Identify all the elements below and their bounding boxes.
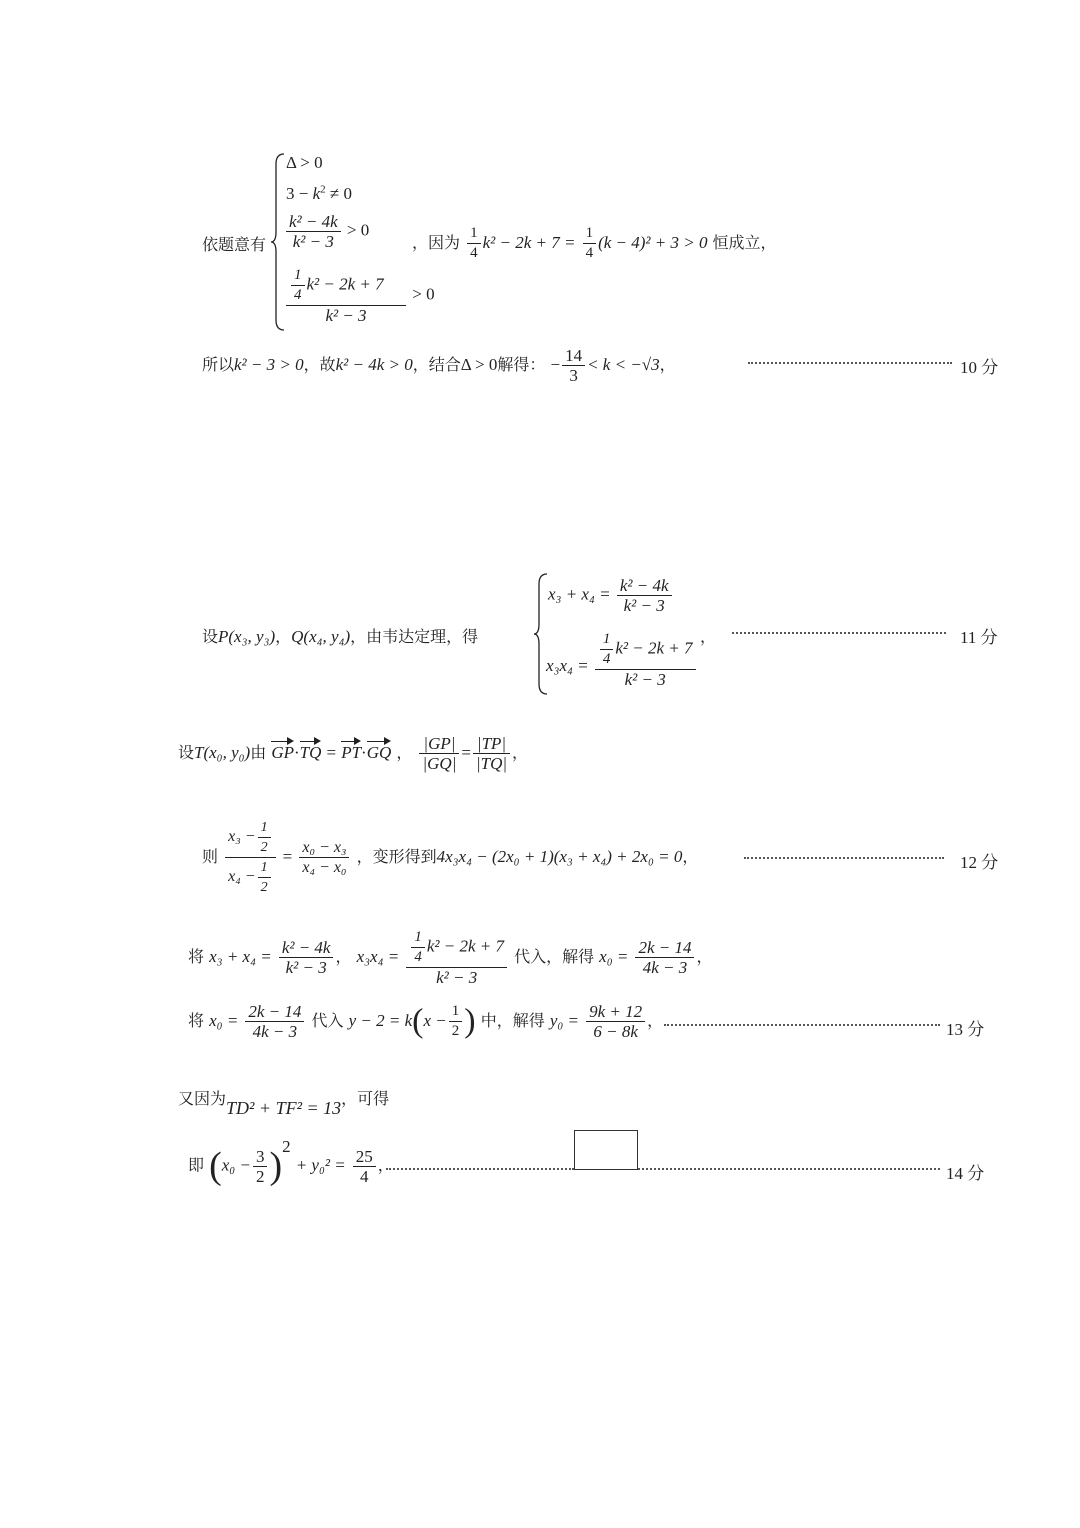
lead-text: 依题意有	[202, 235, 267, 254]
blank-answer-box	[574, 1130, 638, 1170]
vieta-comma: ，	[700, 627, 717, 646]
score-14: 14 分	[946, 1164, 985, 1183]
vieta-lead: 设P(x₃, y₃)，Q(x₄, y₄)，由韦达定理，得	[202, 627, 479, 646]
dotted-leader	[386, 1168, 574, 1170]
circle-line: 即 (x₀ − $\frac{3}{2}$ )$^2$ + y₀² = $\frac{25}{4}$ ，	[188, 1137, 394, 1187]
vieta-product: x₃x₄ = $\frac{1}{4}$ k² − 2k + 7 k² − 3	[546, 630, 698, 689]
score-12: 12 分	[960, 853, 999, 872]
substitute-line-1: 将 x₃ + x₄ = $\frac{\text{k² − 4k}}{\text{k² − 3}}$ ， x₃x₄ = $\frac{1}{4}$ k² − 2k + 7 k² − 3 代入，解得 x₀ = $\frac{2k - 14}{4k - 3}$ ，	[188, 929, 713, 987]
dotted-leader	[744, 857, 944, 859]
score-13: 13 分	[946, 1020, 985, 1039]
also-line: 又因为TD² + TF² = 13，可得	[178, 1089, 390, 1118]
dotted-leader	[664, 1024, 940, 1026]
dotted-leader	[732, 632, 946, 634]
score-11: 11 分	[960, 628, 998, 647]
condition-fraction-2: $\frac{1}{4}$ k² − 2k + 7 k² − 3 > 0	[284, 266, 435, 325]
vieta-sum: x₃ + x₄ = $\frac{\text{k² − 4k}}{\text{k² − 3}}$	[548, 576, 674, 615]
because-clause: ，因为 $\frac{1}{4}$ k² − 2k + 7 = $\frac{1}{4}$ (k − 4)² + 3 > 0 恒成立，	[412, 225, 777, 261]
score-10: 10 分	[960, 358, 999, 377]
dotted-leader	[748, 362, 952, 364]
condition-k2: $3 - k^2 \ne 0$	[286, 183, 352, 203]
vector-line: 设T(x₀, y₀)由 GP·TQ = PT·GQ ， $\frac{|GP|}{|GQ|}$ = $\frac{|TP|}{|TQ|}$ ，	[178, 734, 529, 773]
condition-fraction-1: $\frac{\text{k² − 4k}}{\text{k² − 3}}$ > 0	[284, 212, 369, 251]
conclusion-line: 所以k² − 3 > 0，故k² − 4k > 0，结合Δ > 0解得： − $\frac{14}{3}$ < k < −√3，	[202, 346, 676, 385]
ratio-line: 则 x₃ − $\frac{1}{2}$ x₄ − $\frac{1}{2}$ = $\frac{\text{x₀ − x₃}}{\text{x₄ − x₀}}$ ，变形得到4x₃x₄ − (2x₀ + 1)(x₃ + x₄) + 2x₀ = 0，	[202, 820, 699, 895]
dotted-leader	[638, 1168, 940, 1170]
condition-delta: Δ > 0	[286, 153, 323, 172]
substitute-line-2: 将 x₀ = $\frac{2k - 14}{4k - 3}$ 代入 y − 2 = k(x − $\frac{1}{2}$ ) 中，解得 y₀ = $\frac{9k + 12}{6 - 8k}$ ，	[188, 1002, 664, 1041]
